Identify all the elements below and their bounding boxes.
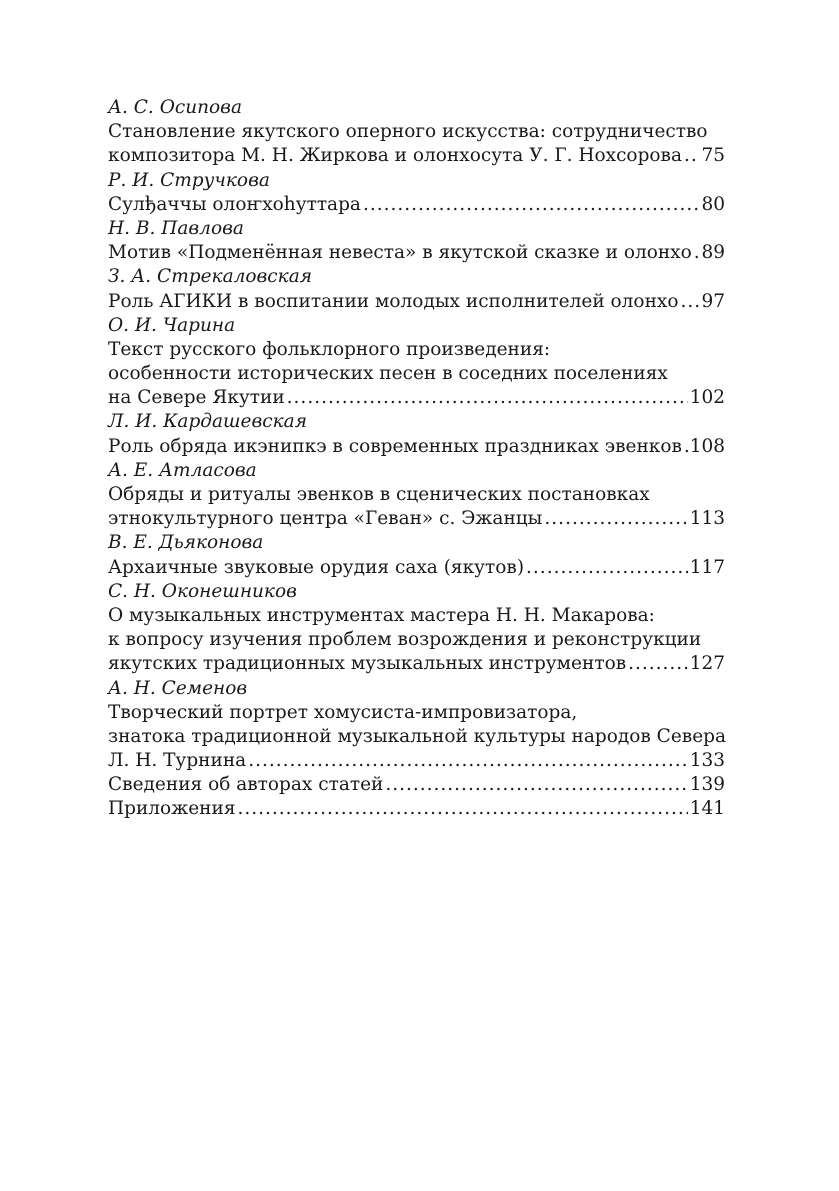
entry-author: Л. И. Кардашевская bbox=[108, 411, 307, 433]
entry-title-last-line[interactable] bbox=[108, 749, 725, 773]
entry-title-line: Становление якутского оперного искусства: сотрудничество bbox=[108, 121, 708, 143]
dot-leader bbox=[694, 241, 700, 265]
entry-author: А. Н. Семенов bbox=[108, 677, 248, 699]
entry-title: Роль АГИКИ в воспитании молодых исполнителей олонхо bbox=[108, 290, 679, 312]
entry-title-last-line[interactable] bbox=[108, 290, 725, 314]
toc-entry bbox=[108, 217, 725, 265]
dot-leader bbox=[680, 290, 699, 314]
entry-author: Р. И. Стручкова bbox=[108, 169, 270, 191]
page-number: 117 bbox=[689, 556, 725, 578]
page-number: 108 bbox=[689, 435, 725, 457]
entry-title: композитора М. Н. Жиркова и олонхосута У. Г. Нохсорова bbox=[108, 145, 682, 167]
entry-title-last-line[interactable] bbox=[108, 556, 725, 580]
dot-leader bbox=[684, 144, 699, 168]
entry-title-last-line[interactable] bbox=[108, 144, 725, 168]
entry-author: З. А. Стрекаловская bbox=[108, 266, 312, 288]
entry-title-line: О музыкальных инструментах мастера Н. Н. Макарова: bbox=[108, 604, 655, 626]
entry-title: Архаичные звуковые орудия саха (якутов) bbox=[108, 556, 525, 578]
entry-title: Сулђаччы олоҥхоһуттара bbox=[108, 193, 361, 215]
entry-title: Приложения bbox=[108, 798, 236, 820]
entry-author: С. Н. Оконешников bbox=[108, 580, 297, 602]
entry-title-last-line[interactable] bbox=[108, 435, 725, 459]
page-number: 75 bbox=[701, 145, 725, 167]
page-number: 102 bbox=[689, 387, 725, 409]
dot-leader bbox=[248, 749, 688, 773]
toc-entry bbox=[108, 459, 725, 532]
page-number: 139 bbox=[689, 774, 725, 796]
dot-leader bbox=[544, 507, 687, 531]
toc-entry bbox=[108, 677, 725, 774]
entry-title-last-line[interactable] bbox=[108, 241, 725, 265]
page-number: 133 bbox=[689, 750, 725, 772]
entry-author: А. Е. Атласова bbox=[108, 459, 257, 481]
entry-title-line: Текст русского фольклорного произведения: bbox=[108, 338, 551, 360]
entry-title-last-line[interactable] bbox=[108, 652, 725, 676]
table-of-contents bbox=[108, 96, 725, 822]
page-number: 127 bbox=[689, 653, 725, 675]
entry-title-line: особенности исторических песен в соседних поселениях bbox=[108, 363, 668, 385]
entry-title: якутских традиционных музыкальных инструментов bbox=[108, 653, 627, 675]
toc-entry bbox=[108, 96, 725, 169]
toc-entry bbox=[108, 773, 725, 797]
toc-entry bbox=[108, 265, 725, 313]
entry-title: на Севере Якутии bbox=[108, 387, 285, 409]
entry-title-last-line[interactable] bbox=[108, 773, 725, 797]
entry-title: Сведения об авторах статей bbox=[108, 774, 384, 796]
dot-leader bbox=[385, 773, 687, 797]
dot-leader bbox=[628, 652, 688, 676]
dot-leader bbox=[287, 386, 688, 410]
entry-title-last-line[interactable] bbox=[108, 386, 725, 410]
dot-leader bbox=[684, 435, 688, 459]
entry-title: Л. Н. Турнина bbox=[108, 750, 247, 772]
dot-leader bbox=[238, 797, 688, 821]
entry-title-line: к вопросу изучения проблем возрождения и реконструкции bbox=[108, 629, 702, 651]
toc-entry bbox=[108, 580, 725, 677]
page-number: 97 bbox=[701, 290, 725, 312]
entry-author: Н. В. Павлова bbox=[108, 217, 244, 239]
toc-entry bbox=[108, 169, 725, 217]
entry-title-last-line[interactable] bbox=[108, 507, 725, 531]
entry-title-last-line[interactable] bbox=[108, 797, 725, 821]
entry-author: В. Е. Дьяконова bbox=[108, 532, 264, 554]
toc-entry bbox=[108, 797, 725, 821]
entry-title: Мотив «Подменённая невеста» в якутской сказке и олонхо bbox=[108, 242, 692, 264]
toc-entry bbox=[108, 410, 725, 458]
toc-entry bbox=[108, 531, 725, 579]
entry-title: Роль обряда икэнипкэ в современных праздниках эвенков bbox=[108, 435, 682, 457]
entry-title-line: Обряды и ритуалы эвенков в сценических постановках bbox=[108, 484, 650, 505]
entry-author: А. С. Осипова bbox=[108, 97, 242, 118]
toc-entry bbox=[108, 314, 725, 411]
dot-leader bbox=[526, 556, 688, 580]
entry-title-line: знатока традиционной музыкальной культуры народов Севера bbox=[108, 725, 727, 747]
page-number: 141 bbox=[689, 798, 725, 820]
page-number: 113 bbox=[689, 508, 725, 530]
entry-title-line: Творческий портрет хомусиста-импровизатора, bbox=[108, 701, 578, 723]
page-number: 89 bbox=[701, 242, 725, 264]
entry-title-last-line[interactable] bbox=[108, 193, 725, 217]
dot-leader bbox=[363, 193, 699, 217]
page-number: 80 bbox=[701, 193, 725, 215]
entry-title: этнокультурного центра «Геван» с. Эжанцы bbox=[108, 508, 543, 530]
entry-author: О. И. Чарина bbox=[108, 314, 236, 336]
